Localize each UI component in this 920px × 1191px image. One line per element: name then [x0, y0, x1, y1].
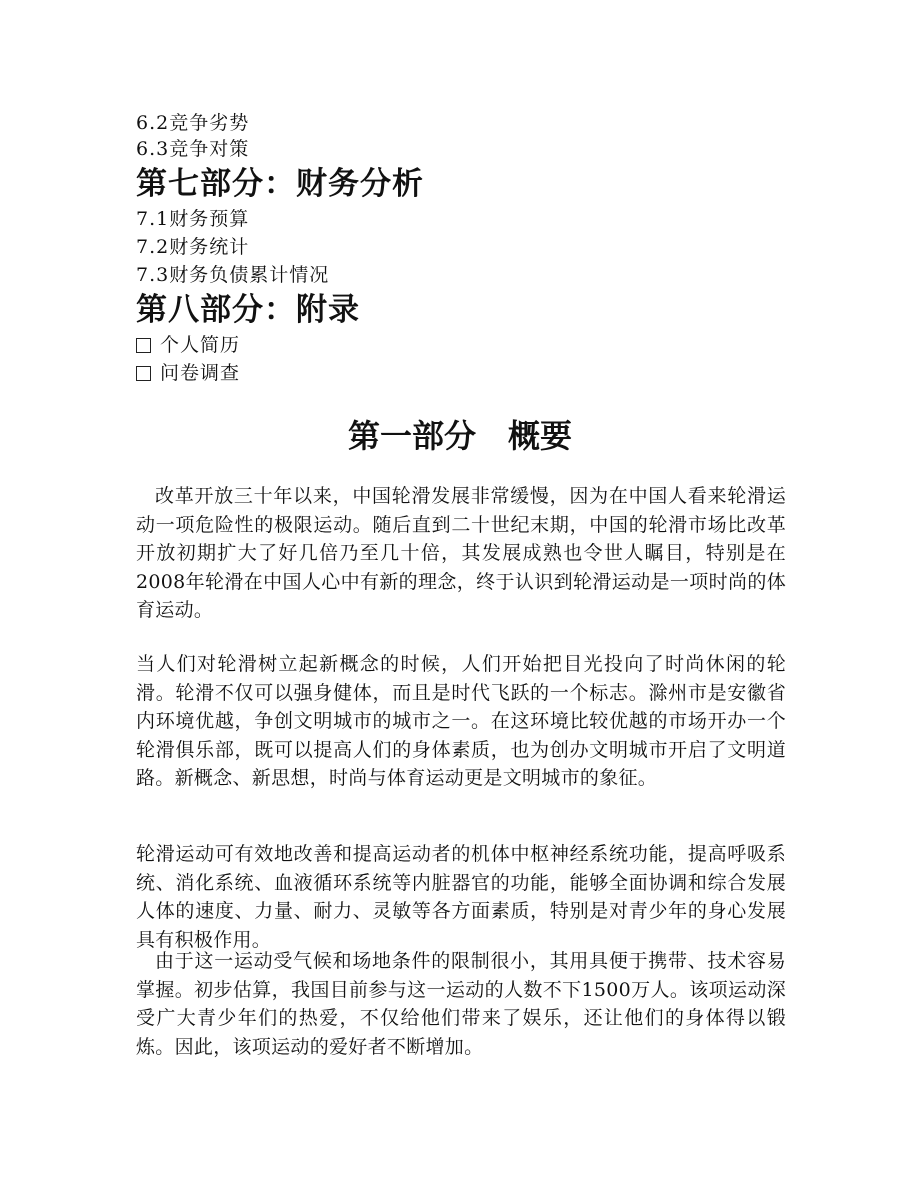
- checkbox-square-icon: [136, 366, 151, 381]
- checkbox-square-icon: [136, 338, 151, 353]
- appendix-item-label: 问卷调查: [160, 362, 241, 384]
- appendix-item-label: 个人简历: [160, 334, 241, 356]
- appendix-item-resume: [136, 332, 240, 358]
- toc-item-6-3: 6.3竞争对策: [136, 138, 250, 160]
- section-title: 第一部分 概要: [347, 417, 572, 455]
- toc-item-7-3: 7.3财务负债累计情况: [136, 264, 330, 286]
- paragraph-3: 轮滑运动可有效地改善和提高运动者的机体中枢神经系统功能，提高呼吸系统、消化系统、血液循环系统等内脏器官的功能，能够全面协调和综合发展人体的速度、力量、耐力、灵敏等各方面素质，特别是对青少年的身心发展具有积极作用。: [136, 843, 786, 951]
- toc-item-7-1: 7.1财务预算: [136, 208, 250, 230]
- toc-item-6-2: 6.2竞争劣势: [136, 112, 250, 134]
- toc-heading-part-7: 第七部分：财务分析: [136, 166, 424, 202]
- paragraph-1: 改革开放三十年以来，中国轮滑发展非常缓慢，因为在中国人看来轮滑运动一项危险性的极限运动。随后直到二十世纪末期，中国的轮滑市场比改革开放初期扩大了好几倍乃至几十倍，其发展成熟也令世人瞩目，特别是在2008年轮滑在中国人心中有新的理念，终于认识到轮滑运动是一项时尚的体育运动。: [136, 485, 786, 622]
- toc-heading-part-8: 第八部分：附录: [136, 292, 360, 328]
- toc-item-7-2: 7.2财务统计: [136, 236, 250, 258]
- appendix-item-survey: [136, 360, 240, 386]
- paragraph-4: 由于这一运动受气候和场地条件的限制很小，其用具便于携带、技术容易掌握。初步估算，我国目前参与这一运动的人数不下1500万人。该项运动深受广大青少年们的热爱，不仅给他们带来了娱乐，还让他们的身体得以锻炼。因此，该项运动的爱好者不断增加。: [136, 950, 786, 1058]
- paragraph-2: 当人们对轮滑树立起新概念的时候，人们开始把目光投向了时尚休闲的轮滑。轮滑不仅可以强身健体，而且是时代飞跃的一个标志。滁州市是安徽省内环境优越，争创文明城市的城市之一。在这环境比较优越的市场开办一个轮滑俱乐部，既可以提高人们的身体素质，也为创办文明城市开启了文明道路。新概念、新思想，时尚与体育运动更是文明城市的象征。: [136, 653, 786, 790]
